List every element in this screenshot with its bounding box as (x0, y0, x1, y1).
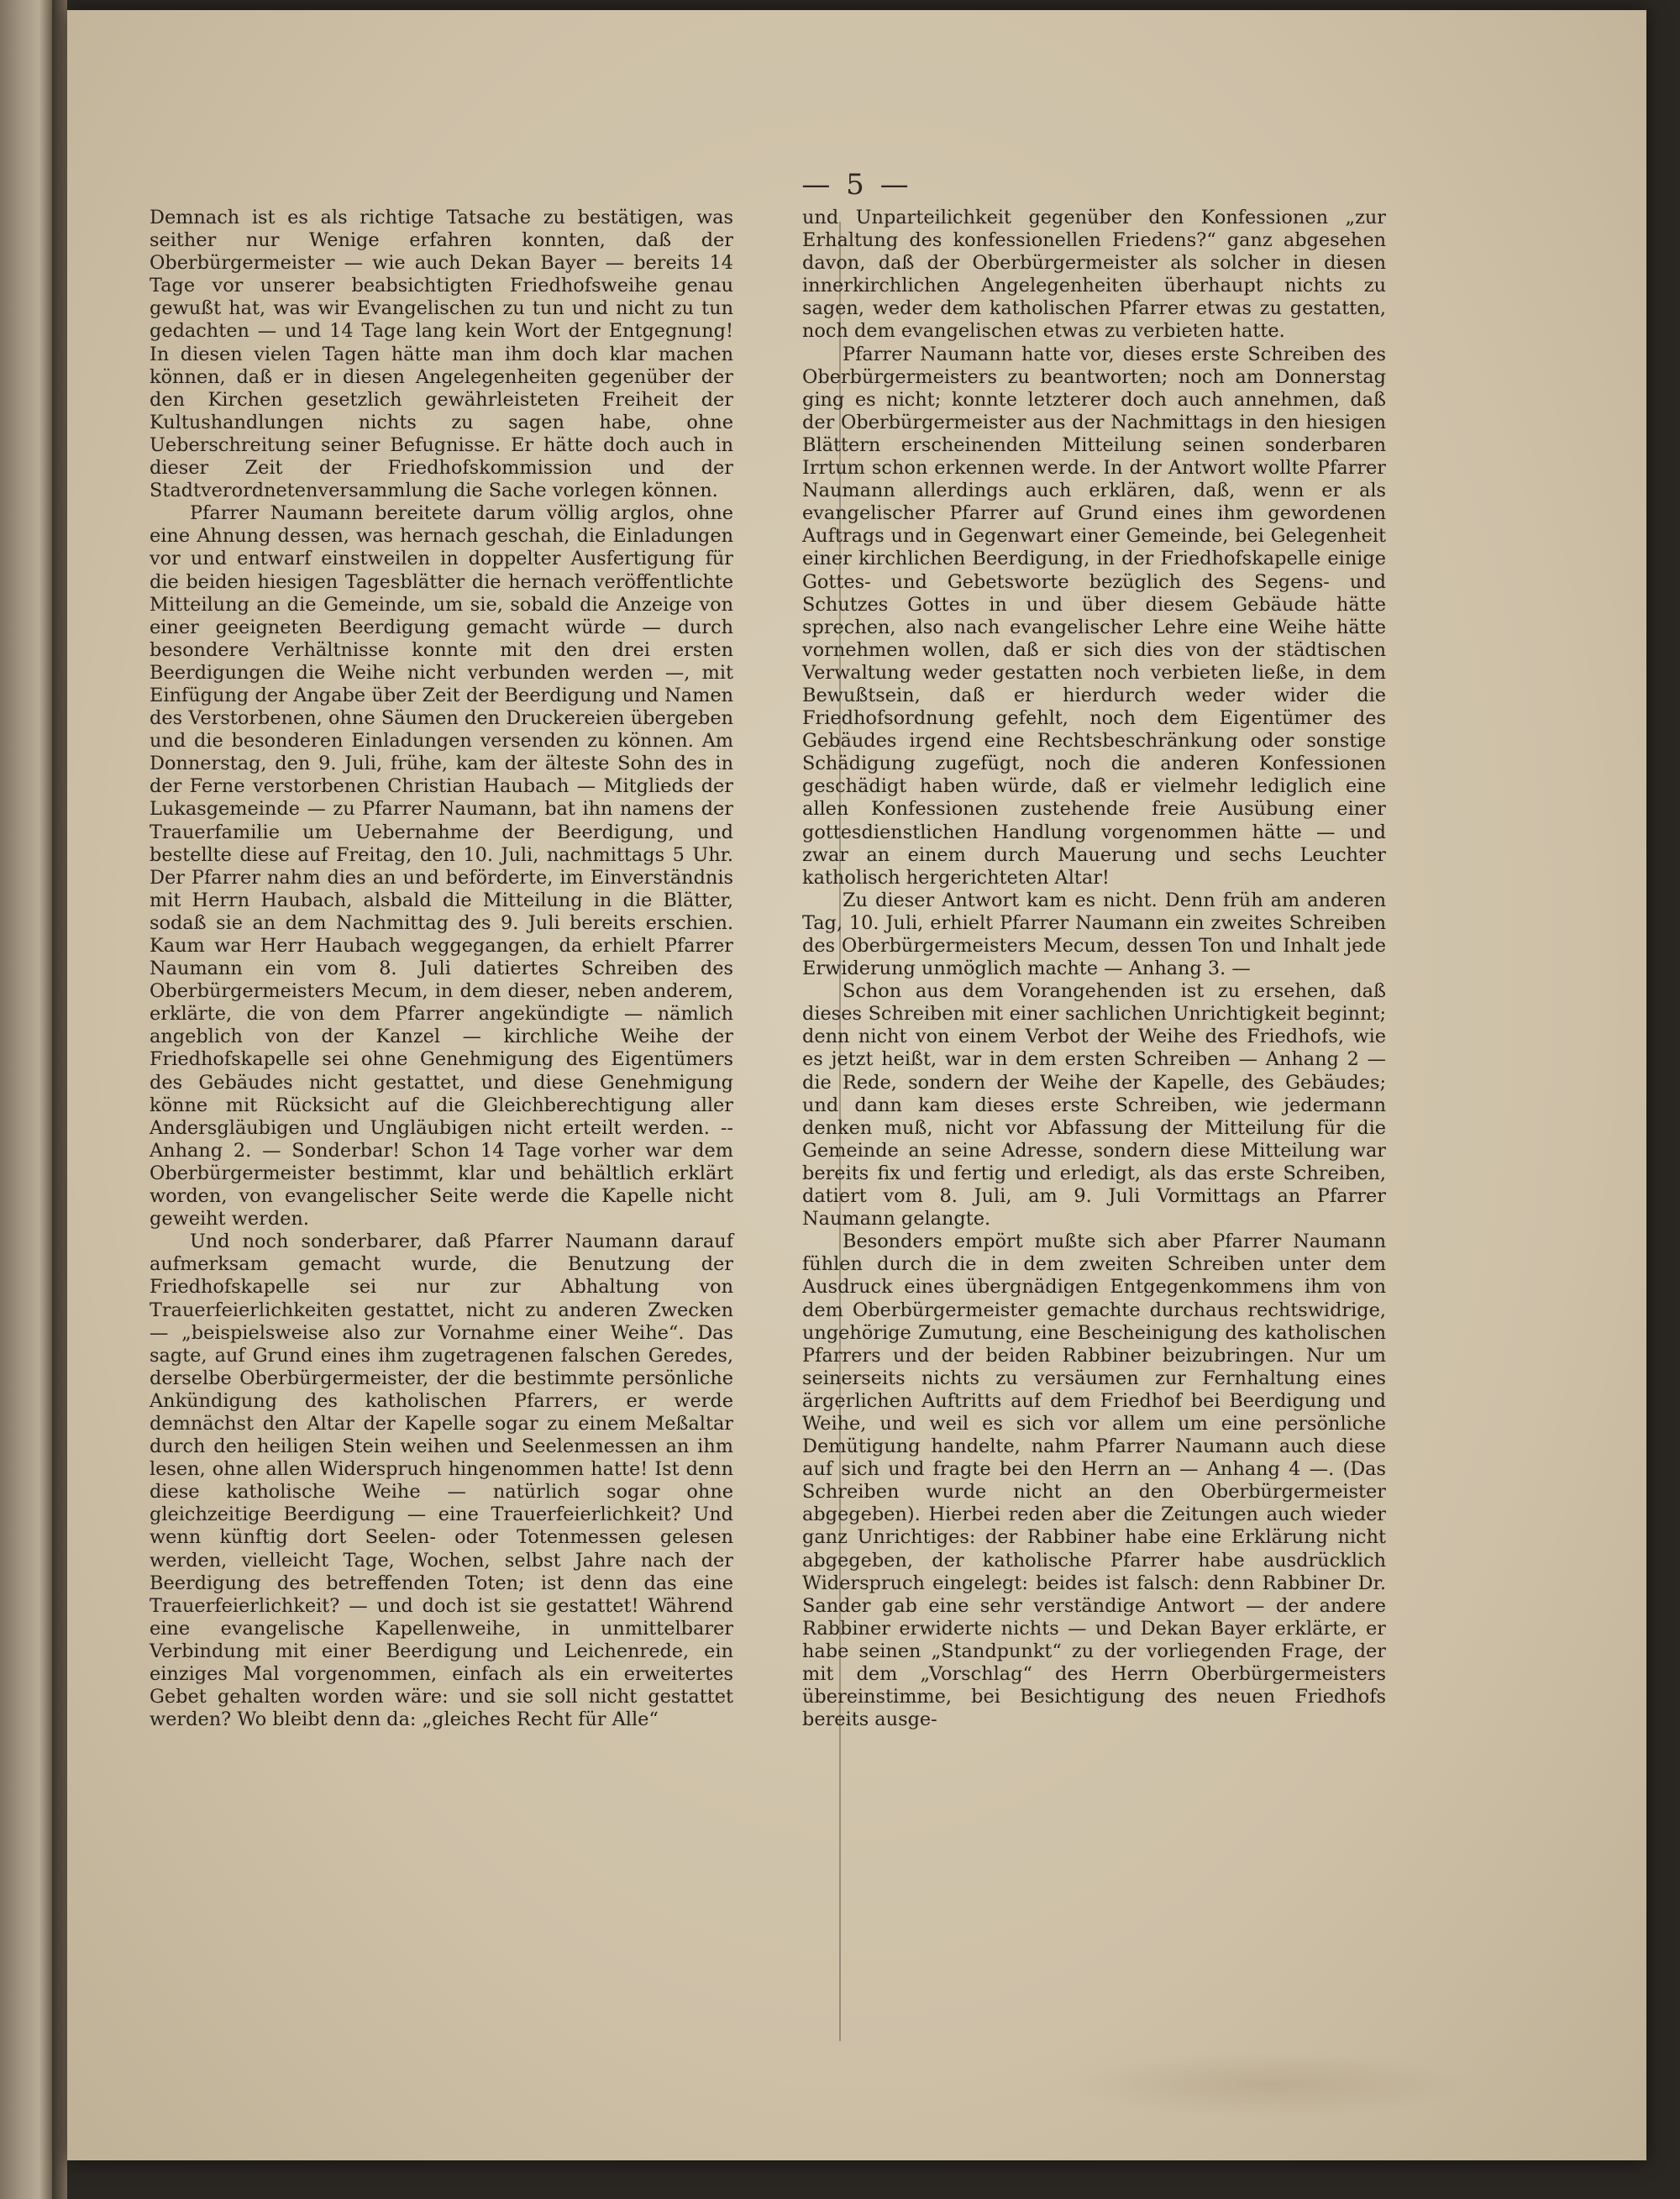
paragraph: Zu dieser Antwort kam es nicht. Denn früh am anderen Tag, 10. Juli, erhielt Pfarrer Naumann ein zweites Schreiben des Oberbürgermeisters Mecum, dessen Ton und Inhalt jede Erwiderung unmöglich machte — Anhang 3. — (802, 889, 1386, 980)
left-column (150, 207, 733, 1731)
paper-stain (1067, 2051, 1470, 2118)
paragraph: Demnach ist es als richtige Tatsache zu bestätigen, was seither nur Wenige erfahren konnten, daß der Oberbürgermeister — wie auch Dekan Bayer — bereits 14 Tage vor unserer beabsichtigten Friedhofsweihe genau gewußt hat, was wir Evangelischen zu tun und nicht zu tun gedachten — und 14 Tage lang kein Wort der Entgegnung! In diesen vielen Tagen hätte man ihm doch klar machen können, daß er in diesen Angelegenheiten gegenüber der den Kirchen gesetzlich gewährleisteten Freiheit der Kultushandlungen nichts zu sagen habe, ohne Ueberschreitung seiner Befugnisse. Er hätte doch auch in dieser Zeit der Friedhofskommission und der Stadtverordnetenversammlung die Sache vorlegen können. (150, 207, 733, 502)
page-number: — 5 — (801, 168, 912, 202)
paragraph: und Unparteilichkeit gegenüber den Konfessionen „zur Erhaltung des konfessionellen Friedens?“ ganz abgesehen davon, daß der Oberbürgermeister als solcher in diesen innerkirchlichen Angelegenheiten überhaupt nichts zu sagen, weder dem katholischen Pfarrer etwas zu gestatten, noch dem evangelischen etwas zu verbieten hatte. (802, 207, 1386, 343)
binding-gutter (52, 0, 67, 2199)
previous-page-edge (0, 0, 52, 2199)
paragraph: Schon aus dem Vorangehenden ist zu ersehen, daß dieses Schreiben mit einer sachlichen Unrichtigkeit beginnt; denn nicht von einem Verbot der Weihe des Friedhofs, wie es jetzt heißt, war in dem ersten Schreiben — Anhang 2 — die Rede, sondern der Weihe der Kapelle, des Gebäudes; und dann kam dieses erste Schreiben, wie jedermann denken muß, nicht vor Abfassung der Mitteilung für die Gemeinde an seine Adresse, sondern diese Mitteilung war bereits fix und fertig und erledigt, als das erste Schreiben, datiert vom 8. Juli, am 9. Juli Vormittags an Pfarrer Naumann gelangte. (802, 980, 1386, 1231)
paragraph: Pfarrer Naumann bereitete darum völlig arglos, ohne eine Ahnung dessen, was hernach geschah, die Einladungen vor und entwarf einstweilen in doppelter Ausfertigung für die beiden hiesigen Tagesblätter die hernach veröffentlichte Mitteilung an die Gemeinde, um sie, sobald die Anzeige von einer geeigneten Beerdigung gemacht würde — durch besondere Verhältnisse konnte mit den drei ersten Beerdigungen die Weihe nicht verbunden werden —, mit Einfügung der Angabe über Zeit der Beerdigung und Namen des Verstorbenen, ohne Säumen den Druckereien übergeben und die besonderen Einladungen versenden zu können. Am Donnerstag, den 9. Juli, frühe, kam der älteste Sohn des in der Ferne verstorbenen Christian Haubach — Mitglieds der Lukasgemeinde — zu Pfarrer Naumann, bat ihn namens der Trauerfamilie um Uebernahme der Beerdigung, und bestellte diese auf Freitag, den 10. Juli, nachmittags 5 Uhr. Der Pfarrer nahm dies an und beförderte, im Einverständnis mit Herrn Haubach, alsbald die Mitteilung in die Blätter, sodaß sie an dem Nachmittag des 9. Juli bereits erschien. Kaum war Herr Haubach weggegangen, da erhielt Pfarrer Naumann ein vom 8. Juli datiertes Schreiben des Oberbürgermeisters Mecum, in dem dieser, neben anderem, erklärte, die von dem Pfarrer angekündigte — nämlich angeblich von der Kanzel — kirchliche Weihe der Friedhofskapelle sei ohne Genehmigung des Eigentümers des Gebäudes nicht gestattet, und diese Genehmigung könne mit Rücksicht auf die Gleichberechtigung aller Andersgläubigen und Ungläubigen nicht erteilt werden. -- Anhang 2. — Sonderbar! Schon 14 Tage vorher war dem Oberbürgermeister bestimmt, klar und behältlich erklärt worden, von evangelischer Seite werde die Kapelle nicht geweiht werden. (150, 502, 733, 1231)
paragraph: Und noch sonderbarer, daß Pfarrer Naumann darauf aufmerksam gemacht wurde, die Benutzung der Friedhofskapelle sei nur zur Abhaltung von Trauerfeierlichkeiten gestattet, nicht zu anderen Zwecken — „beispielsweise also zur Vornahme einer Weihe“. Das sagte, auf Grund eines ihm zugetragenen falschen Geredes, derselbe Oberbürgermeister, der die bestimmte persönliche Ankündigung des katholischen Pfarrers, er werde demnächst den Altar der Kapelle sogar zu einem Meßaltar durch den heiligen Stein weihen und Seelenmessen an ihm lesen, ohne allen Widerspruch hingenommen hatte! Ist denn diese katholische Weihe — natürlich sogar ohne gleichzeitige Beerdigung — eine Trauerfeierlichkeit? Und wenn künftig dort Seelen- oder Totenmessen gelesen werden, vielleicht Tage, Wochen, selbst Jahre nach der Beerdigung des betreffenden Toten; ist denn das eine Trauerfeierlichkeit? — und doch ist sie gestattet! Während eine evangelische Kapellenweihe, in unmittelbarer Verbindung mit einer Beerdigung und Leichenrede, ein einziges Mal vorgenommen, einfach als ein erweitertes Gebet gehalten worden wäre: und sie soll nicht gestattet werden? Wo bleibt denn da: „gleiches Recht für Alle“ (150, 1231, 733, 1731)
paragraph: Besonders empört mußte sich aber Pfarrer Naumann fühlen durch die in dem zweiten Schreiben unter dem Ausdruck eines übergnädigen Entgegenkommens ihm von dem Oberbürgermeister gemachte durchaus rechtswidrige, ungehörige Zumutung, eine Bescheinigung des katholischen Pfarrers und der beiden Rabbiner beizubringen. Nur um seinerseits nichts zu versäumen zur Fernhaltung eines ärgerlichen Auftritts auf dem Friedhof bei Beerdigung und Weihe, und weil es sich vor allem um eine persönliche Demütigung handelte, nahm Pfarrer Naumann auch diese auf sich und fragte bei den Herrn an — Anhang 4 —. (Das Schreiben wurde nicht an den Oberbürgermeister abgegeben). Hierbei reden aber die Zeitungen auch wieder ganz Unrichtiges: der Rabbiner habe eine Erklärung nicht abgegeben, der katholische Pfarrer habe ausdrücklich Widerspruch eingelegt: beides ist falsch: denn Rabbiner Dr. Sander gab eine sehr verständige Antwort — der andere Rabbiner erwiderte nichts — und Dekan Bayer erklärte, er habe seinen „Standpunkt“ zu der vorliegenden Frage, der mit dem „Vorschlag“ des Herrn Oberbürgermeisters übereinstimme, bei Besichtigung des neuen Friedhofs bereits ausge- (802, 1231, 1386, 1731)
paragraph: Pfarrer Naumann hatte vor, dieses erste Schreiben des Oberbürgermeisters zu beantworten; noch am Donnerstag ging es nicht; konnte letzterer doch auch annehmen, daß der Oberbürgermeister aus der Nachmittags in den hiesigen Blättern erscheinenden Mitteilung seinen sonderbaren Irrtum schon erkennen werde. In der Antwort wollte Pfarrer Naumann allerdings auch erklären, daß, wenn er als evangelischer Pfarrer auf Grund eines ihm gewordenen Auftrags und in Gegenwart einer Gemeinde, bei Gelegenheit einer kirchlichen Beerdigung, in der Friedhofskapelle einige Gottes- und Gebetsworte bezüglich des Segens- und Schutzes Gottes in und über diesem Gebäude hätte sprechen, also nach evangelischer Lehre eine Weihe hätte vornehmen wollen, daß er sich dies von der städtischen Verwaltung weder gestatten noch verbieten ließe, in dem Bewußtsein, daß er hierdurch weder wider die Friedhofsordnung gefehlt, noch dem Eigentümer des Gebäudes irgend eine Rechtsbeschränkung oder sonstige Schädigung zugefügt, noch die anderen Konfessionen geschädigt haben würde, daß er vielmehr lediglich eine allen Konfessionen zustehende freie Ausübung einer gottesdienstlichen Handlung vorgenommen hätte — und zwar an einem durch Mauerung und sechs Leuchter katholisch hergerichteten Altar! (802, 343, 1386, 889)
right-column (802, 207, 1386, 1731)
